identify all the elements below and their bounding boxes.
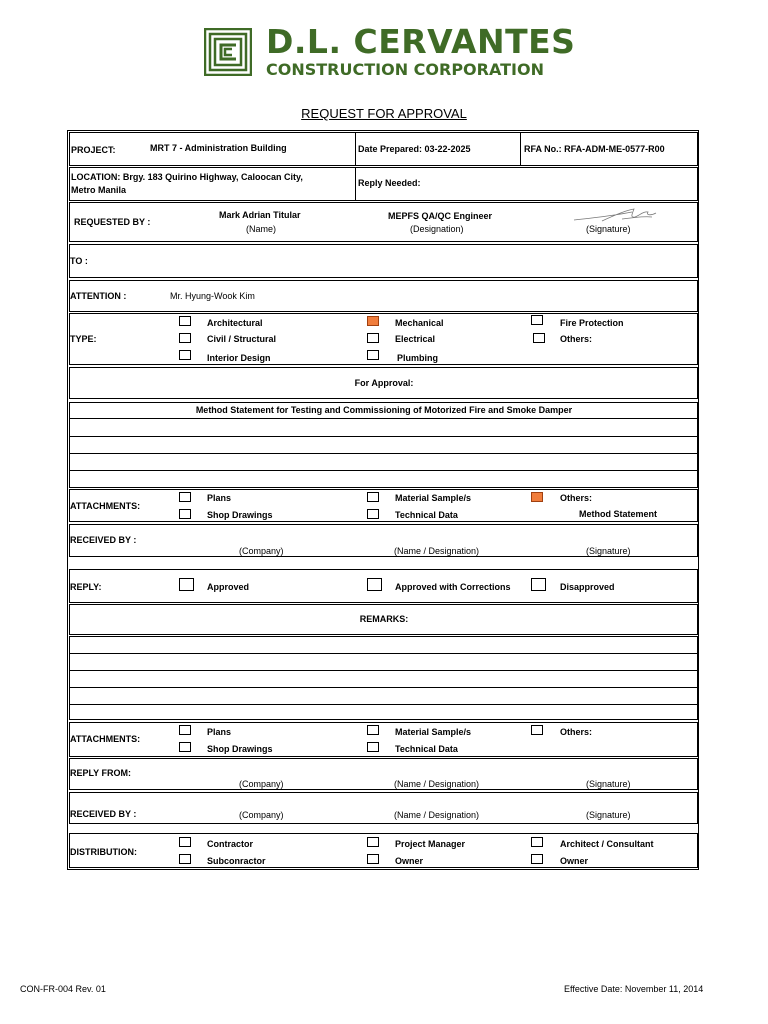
dist-owner-label: Owner xyxy=(395,856,424,866)
company-name: D.L. CERVANTES xyxy=(266,22,576,61)
approval-item-1: Method Statement for Testing and Commissioning of Motorized Fire and Smoke Damper xyxy=(195,405,573,415)
att1-shop-drawings-checkbox[interactable] xyxy=(179,509,191,519)
requester-name: Mark Adrian Titular xyxy=(219,210,301,220)
received-by-label-2: RECEIVED BY : xyxy=(70,809,137,819)
att2-plans-checkbox[interactable] xyxy=(179,725,191,735)
type-plumbing-checkbox[interactable] xyxy=(367,350,379,360)
received-by-2-company: (Company) xyxy=(239,810,284,820)
reply-from-signature: (Signature) xyxy=(586,779,631,789)
type-fire-protection-label: Fire Protection xyxy=(560,318,624,328)
form-title: REQUEST FOR APPROVAL xyxy=(301,106,467,121)
att2-others-checkbox[interactable] xyxy=(531,725,543,735)
att1-others-checkbox[interactable] xyxy=(531,492,543,502)
signature-caption: (Signature) xyxy=(586,224,631,234)
received-by-1-signature: (Signature) xyxy=(586,546,631,556)
dist-architect-label: Architect / Consultant xyxy=(560,839,654,849)
att1-others-label: Others: xyxy=(560,493,593,503)
distribution-label: DISTRIBUTION: xyxy=(70,847,137,857)
att1-others-value: Method Statement xyxy=(579,509,658,519)
remarks-label: REMARKS: xyxy=(359,614,409,624)
attachments-row-2 xyxy=(69,722,698,757)
project-label: PROJECT: xyxy=(71,145,116,155)
att1-technical-data-label: Technical Data xyxy=(395,510,458,520)
form-code: CON-FR-004 Rev. 01 xyxy=(20,984,106,994)
att1-shop-drawings-label: Shop Drawings xyxy=(207,510,273,520)
type-mechanical-checkbox[interactable] xyxy=(367,316,379,326)
project-value: MRT 7 - Administration Building xyxy=(150,143,287,153)
remarks-block xyxy=(69,636,698,720)
location-line1: LOCATION: Brgy. 183 Quirino Highway, Caloocan City, xyxy=(71,172,303,182)
dist-contractor-checkbox[interactable] xyxy=(179,837,191,847)
dist-contractor-label: Contractor xyxy=(207,839,254,849)
received-by-label-1: RECEIVED BY : xyxy=(70,535,137,545)
dist-owner-2-checkbox[interactable] xyxy=(531,854,543,864)
reply-disapproved-checkbox[interactable] xyxy=(531,578,546,591)
rfa-number: RFA No.: RFA-ADM-ME-0577-R00 xyxy=(524,144,665,154)
att2-technical-data-label: Technical Data xyxy=(395,744,458,754)
effective-date: Effective Date: November 11, 2014 xyxy=(564,984,704,994)
attention-row xyxy=(69,280,698,312)
reply-approved-corrections-label: Approved with Corrections xyxy=(395,582,511,592)
reply-approved-label: Approved xyxy=(207,582,250,592)
att1-plans-label: Plans xyxy=(207,493,232,503)
attention-value: Mr. Hyung-Wook Kim xyxy=(170,291,255,301)
name-caption: (Name) xyxy=(246,224,277,234)
dist-owner-checkbox[interactable] xyxy=(367,854,379,864)
to-label: TO : xyxy=(70,256,88,266)
dist-subcontractor-checkbox[interactable] xyxy=(179,854,191,864)
att2-shop-drawings-checkbox[interactable] xyxy=(179,742,191,752)
designation-caption: (Designation) xyxy=(410,224,464,234)
attachments-label-1: ATTACHMENTS: xyxy=(70,501,141,511)
type-others-checkbox[interactable] xyxy=(533,333,545,343)
location-line2: Metro Manila xyxy=(71,185,127,195)
for-approval-label: For Approval: xyxy=(354,378,414,388)
reply-approved-corrections-checkbox[interactable] xyxy=(367,578,382,591)
type-civil-label: Civil / Structural xyxy=(207,334,277,344)
received-by-1-company: (Company) xyxy=(239,546,284,556)
received-by-2-signature: (Signature) xyxy=(586,810,631,820)
reply-disapproved-label: Disapproved xyxy=(560,582,615,592)
dist-project-manager-checkbox[interactable] xyxy=(367,837,379,847)
att2-material-sample-label: Material Sample/s xyxy=(395,727,472,737)
type-label: TYPE: xyxy=(70,334,97,344)
type-plumbing-label: Plumbing xyxy=(397,353,438,363)
att1-material-sample-label: Material Sample/s xyxy=(395,493,472,503)
attachments-label-2: ATTACHMENTS: xyxy=(70,734,141,744)
reply-needed-label: Reply Needed: xyxy=(358,178,421,188)
type-others-label: Others: xyxy=(560,334,593,344)
att1-plans-checkbox[interactable] xyxy=(179,492,191,502)
att2-technical-data-checkbox[interactable] xyxy=(367,742,379,752)
to-row xyxy=(69,244,698,278)
date-prepared: Date Prepared: 03-22-2025 xyxy=(358,144,471,154)
reply-label: REPLY: xyxy=(70,582,102,592)
type-civil-checkbox[interactable] xyxy=(179,333,191,343)
reply-from-company: (Company) xyxy=(239,779,284,789)
type-architectural-label: Architectural xyxy=(207,318,263,328)
requester-designation: MEPFS QA/QC Engineer xyxy=(388,211,493,221)
reply-from-label: REPLY FROM: xyxy=(70,768,132,778)
reply-from-name: (Name / Designation) xyxy=(394,779,480,789)
type-electrical-label: Electrical xyxy=(395,334,436,344)
company-subtitle: CONSTRUCTION CORPORATION xyxy=(266,60,544,79)
dist-owner-2-label: Owner xyxy=(560,856,589,866)
type-electrical-checkbox[interactable] xyxy=(367,333,379,343)
att2-others-label: Others: xyxy=(560,727,593,737)
att2-material-sample-checkbox[interactable] xyxy=(367,725,379,735)
signature-icon xyxy=(572,206,658,224)
dist-subcontractor-label: Subconractor xyxy=(207,856,266,866)
dist-architect-checkbox[interactable] xyxy=(531,837,543,847)
type-architectural-checkbox[interactable] xyxy=(179,316,191,326)
reply-approved-checkbox[interactable] xyxy=(179,578,194,591)
type-mechanical-label: Mechanical xyxy=(395,318,444,328)
type-interior-checkbox[interactable] xyxy=(179,350,191,360)
att1-technical-data-checkbox[interactable] xyxy=(367,509,379,519)
att1-material-sample-checkbox[interactable] xyxy=(367,492,379,502)
attention-label: ATTENTION : xyxy=(70,291,127,301)
type-interior-label: Interior Design xyxy=(207,353,271,363)
dist-project-manager-label: Project Manager xyxy=(395,839,466,849)
att2-plans-label: Plans xyxy=(207,727,232,737)
company-logo-icon xyxy=(204,28,252,76)
att2-shop-drawings-label: Shop Drawings xyxy=(207,744,273,754)
type-fire-protection-checkbox[interactable] xyxy=(531,315,543,325)
received-by-2-name: (Name / Designation) xyxy=(394,810,480,820)
requested-by-label: REQUESTED BY : xyxy=(74,217,151,227)
received-by-1-name: (Name / Designation) xyxy=(394,546,480,556)
